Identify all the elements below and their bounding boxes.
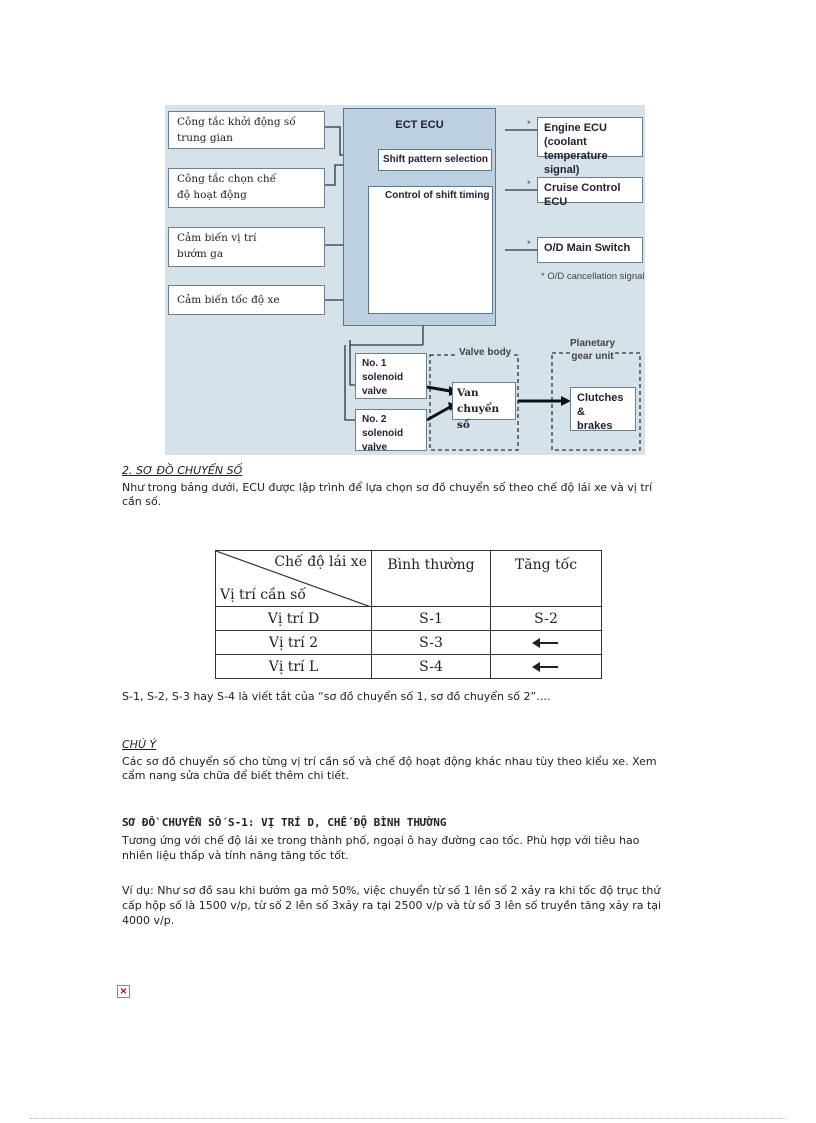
input-label-line1: Công tắc khởi động số xyxy=(177,116,296,128)
clutches-brakes-box xyxy=(570,387,636,431)
input-engine-ecu xyxy=(537,117,643,176)
note-paragraph: Các sơ đồ chuyển số cho từng vị trí cần số và chế độ hoạt động khác nhau tùy theo kiểu xe. Xem xyxy=(122,755,657,768)
paragraph: cấp hộp số là 1500 v/p, từ số 2 lên số 3xảy ra tại 2500 v/p và từ số 3 lên số truyền tăng xảy ra tại xyxy=(122,899,662,912)
input-label-line2: temperature signal) xyxy=(544,150,608,176)
shift-timing-box xyxy=(368,186,493,314)
star-mark: * xyxy=(527,239,531,250)
left-arrow-icon xyxy=(534,666,558,668)
table-header-normal: Bình thường xyxy=(372,551,491,607)
shift-pattern-label: Shift pattern selection xyxy=(383,154,489,165)
paragraph: Ví dụ: Như sơ đồ sau khi bướm ga mở 50%, việc chuyển từ số 1 lên số 2 xảy ra khi tốc độ trục thứ xyxy=(122,884,661,897)
corner-top-label: Chế độ lái xe xyxy=(274,554,367,570)
table-cell-sport: S-2 xyxy=(491,607,602,631)
clutches-line2: brakes xyxy=(577,420,613,432)
table-cell-position: Vị trí 2 xyxy=(216,631,372,655)
table-cell-sport xyxy=(491,631,602,655)
input-throttle-sensor xyxy=(168,227,325,267)
shift-pattern-table xyxy=(215,550,602,679)
corner-bottom-label: Vị trí cần số xyxy=(220,587,306,603)
od-cancellation-note: * O/D cancellation signal xyxy=(541,271,645,282)
table-cell-normal: S-1 xyxy=(372,607,491,631)
input-speed-sensor xyxy=(168,285,325,315)
solenoid-label-line2: valve xyxy=(362,386,388,397)
ecu-title: ECT ECU xyxy=(395,119,444,131)
solenoid-label-line1: No. 2 solenoid xyxy=(362,414,404,439)
s1-heading: SƠ ĐỒ CHUYỂN SỐ S-1: VỊ TRÍ D, CHẾ ĐỘ BÌNH THƯỜNG xyxy=(122,816,447,829)
clutches-line1: Clutches & xyxy=(577,392,624,418)
input-label-line2: trung gian xyxy=(177,132,233,144)
planetary-line1: Planetary xyxy=(570,338,616,349)
input-intermediate-start-switch xyxy=(168,111,325,149)
input-label-line1: O/D Main Switch xyxy=(544,242,631,254)
input-od-main-switch xyxy=(537,237,643,263)
table-header-sport: Tăng tốc xyxy=(491,551,602,607)
paragraph: Tương ứng với chế độ lái xe trong thành phố, ngoại ô hay đường cao tốc. Phù hợp với tiêu hao xyxy=(122,834,640,847)
left-arrow-icon xyxy=(534,642,558,644)
star-mark: * xyxy=(527,119,531,130)
table-cell-normal: S-4 xyxy=(372,655,491,679)
table-row xyxy=(216,607,602,631)
planetary-label xyxy=(570,337,615,363)
table-row xyxy=(216,655,602,679)
abbreviation-note: S-1, S-2, S-3 hay S-4 là viết tắt của “sơ đồ chuyển số 1, sơ đồ chuyển số 2”…. xyxy=(122,690,551,703)
input-label-line1: Engine ECU (coolant xyxy=(544,122,607,148)
table-row xyxy=(216,631,602,655)
shift-valve-line2: chuyển số xyxy=(457,403,500,431)
note-paragraph: cẩm nang sửa chữa để biết thêm chi tiết. xyxy=(122,769,349,782)
input-label-line1: Cảm biến tốc độ xe xyxy=(177,294,280,306)
broken-image-icon: × xyxy=(117,985,130,998)
valve-body-label: Valve body xyxy=(459,347,512,358)
paragraph: nhiên liệu thấp và tính năng tăng tốc tốt. xyxy=(122,849,349,862)
table-cell-normal: S-3 xyxy=(372,631,491,655)
input-label-line2: bướm ga xyxy=(177,248,224,260)
shift-valve-box xyxy=(452,382,516,431)
shift-pattern-box xyxy=(378,149,492,171)
table-cell-position: Vị trí L xyxy=(216,655,372,679)
solenoid-2 xyxy=(355,409,427,451)
solenoid-label-line1: No. 1 solenoid xyxy=(362,358,404,383)
input-cruise-control-ecu xyxy=(537,177,643,208)
input-label-line1: Công tắc chọn chế xyxy=(177,173,277,185)
ect-diagram xyxy=(165,105,645,455)
shift-valve-line1: Van xyxy=(457,387,479,399)
planetary-line2: gear unit xyxy=(571,351,614,362)
shift-timing-label: Control of shift timing xyxy=(385,190,490,201)
input-label-line1: Cruise Control ECU xyxy=(544,182,621,208)
table-corner-cell xyxy=(216,551,372,607)
input-label-line1: Cảm biến vị trí xyxy=(177,232,257,244)
paragraph: Như trong bảng dưới, ECU được lập trình để lựa chọn sơ đồ chuyển số theo chế độ lái xe và vị trí xyxy=(122,481,653,494)
solenoid-1 xyxy=(355,353,427,399)
section-title: 2. SƠ ĐỒ CHUYỂN SỐ xyxy=(122,464,243,477)
note-title: CHÚ Ý xyxy=(122,738,157,751)
paragraph: 4000 v/p. xyxy=(122,914,175,927)
solenoid-label-line2: valve xyxy=(362,442,388,453)
ect-ecu-block xyxy=(343,108,496,326)
page-divider xyxy=(30,1118,786,1119)
table-cell-sport xyxy=(491,655,602,679)
star-mark: * xyxy=(527,179,531,190)
input-label-line2: độ hoạt động xyxy=(177,189,247,201)
paragraph: cần số. xyxy=(122,495,162,508)
table-cell-position: Vị trí D xyxy=(216,607,372,631)
input-mode-select-switch xyxy=(168,168,325,208)
